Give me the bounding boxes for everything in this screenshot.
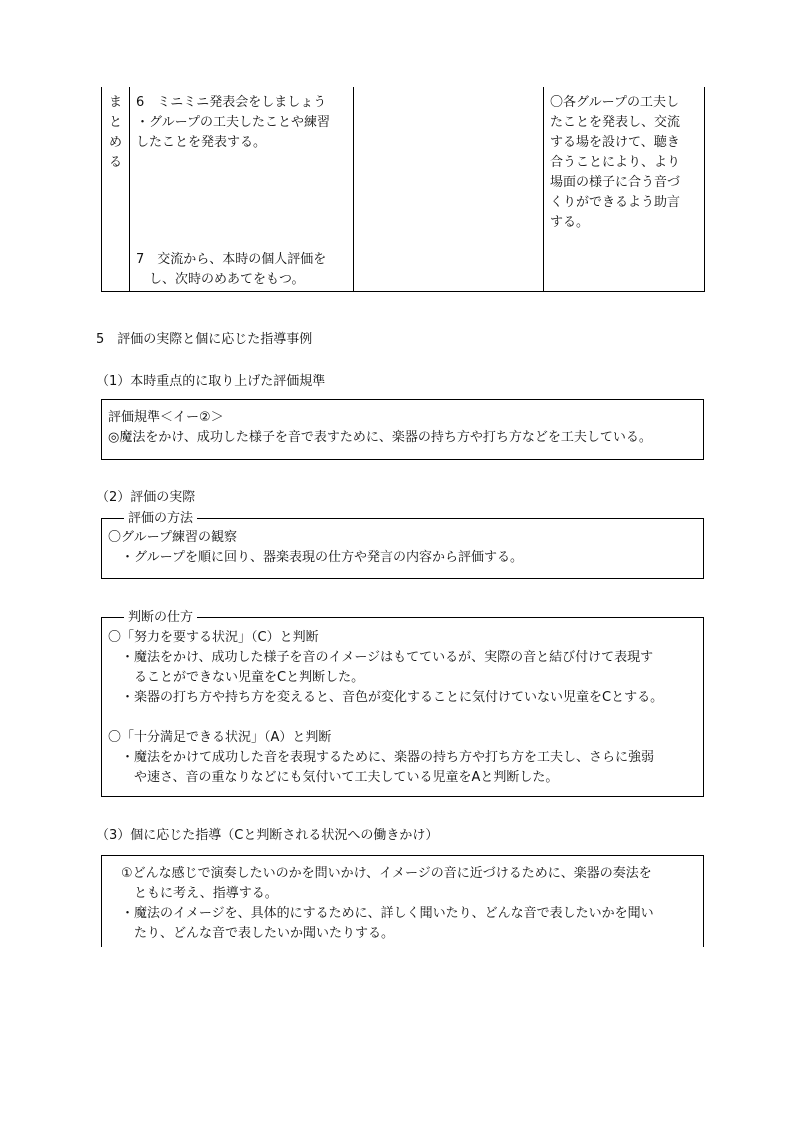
criteria-title: 評価規準＜イー②＞ <box>108 410 224 425</box>
method-line2: ・グループを順に回り、器楽表現の仕方や発言の内容から評価する。 <box>108 550 523 565</box>
criteria-box <box>101 399 704 460</box>
guidance-box <box>101 855 704 947</box>
support-line: 合うことにより、より <box>550 155 681 170</box>
judgement-text <box>108 628 663 788</box>
lesson-plan-table <box>101 87 705 292</box>
section-char: め <box>108 135 122 150</box>
section-char: と <box>108 115 122 130</box>
judgement-line: ることができない児童をCと判断した。 <box>108 670 365 685</box>
support-line: たことを発表し、交流 <box>550 115 681 130</box>
judgement-line: ・魔法をかけ、成功した様子を音のイメージはもてているが、実際の音と結び付けて表現す <box>108 650 654 665</box>
support-text <box>550 93 680 233</box>
guidance-line: たり、どんな音で表したいか聞いたりする。 <box>108 926 395 941</box>
guidance-line: ともに考え、指導する。 <box>108 886 278 901</box>
section-label-vertical <box>108 93 124 173</box>
step6-line2: ・グループの工夫したことや練習 <box>136 115 330 130</box>
guidance-line: ・魔法のイメージを、具体的にするために、詳しく聞いたり、どんな音で表したいかを聞い <box>108 906 654 921</box>
guidance-line: ①どんな感じで演奏したいのかを問いかけ、イメージの音に近づけるために、楽器の奏法を <box>108 866 652 881</box>
step7-line1: 7 交流から、本時の個人評価を <box>136 252 327 267</box>
method-box <box>101 511 704 579</box>
method-line1: 〇グループ練習の観察 <box>108 530 237 545</box>
guidance-text <box>108 864 654 944</box>
method-legend: 評価の方法 <box>124 510 197 528</box>
judgement-box <box>101 610 704 797</box>
section-char: る <box>108 155 122 170</box>
support-line: くりができるよう助言 <box>550 195 681 210</box>
section-label-cell <box>102 87 130 292</box>
support-line: する場を設けて、聴き <box>550 135 680 150</box>
sub3-heading: （3）個に応じた指導（Cと判断される状況への働きかけ） <box>96 828 439 843</box>
judgement-line: 〇「努力を要する状況」（C）と判断 <box>108 630 319 645</box>
support-line: 〇各グループの工夫し <box>550 95 679 110</box>
empty-cell <box>354 87 544 292</box>
section5-heading: 5 評価の実際と個に応じた指導事例 <box>96 332 313 347</box>
section-char: ま <box>108 95 122 110</box>
support-cell <box>544 87 705 292</box>
step7-line2: し、次時のめあてをもつ。 <box>136 272 305 287</box>
step6-line3: したことを発表する。 <box>136 135 267 150</box>
activity-cell <box>130 87 354 292</box>
sub1-heading: （1）本時重点的に取り上げた評価規準 <box>96 374 326 389</box>
judgement-line: 〇「十分満足できる状況」（A）と判断 <box>108 730 332 745</box>
judgement-spacer <box>108 708 663 728</box>
judgement-line: ・魔法をかけて成功した音を表現するために、楽器の持ち方や打ち方を工夫し、さらに強弱 <box>108 750 655 765</box>
summary-row <box>102 87 705 292</box>
step6-line1: 6 ミニミニ発表会をしましょう <box>136 95 327 110</box>
sub2-heading: （2）評価の実際 <box>96 490 196 505</box>
judgement-line: や速さ、音の重なりなどにも気付いて工夫している児童をAと判断した。 <box>108 770 559 785</box>
support-line: する。 <box>550 215 590 230</box>
judgement-line: ・楽器の打ち方や持ち方を変えると、音色が変化することに気付けていない児童をCとする。 <box>108 690 664 705</box>
support-line: 場面の様子に合う音づ <box>550 175 681 190</box>
criteria-text: ◎魔法をかけ、成功した様子を音で表すために、楽器の持ち方や打ち方などを工夫している。 <box>108 430 652 445</box>
judgement-legend: 判断の仕方 <box>124 609 197 627</box>
